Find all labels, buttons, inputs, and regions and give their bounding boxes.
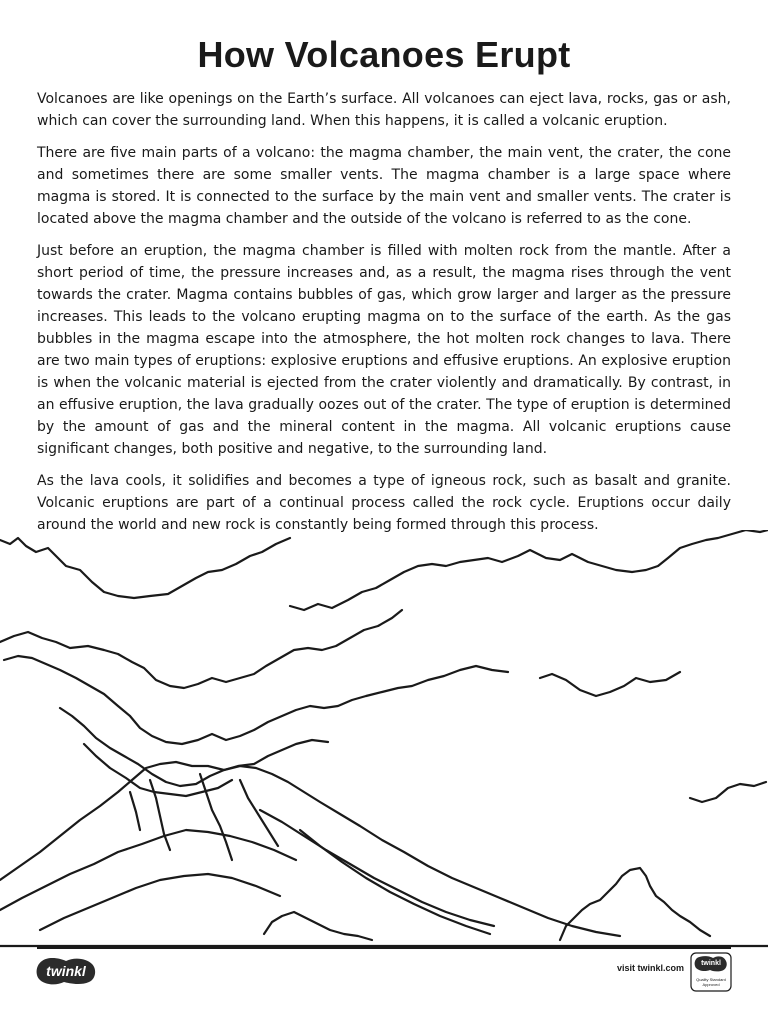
ash-cloud-right: [290, 530, 768, 610]
footer-divider: [37, 947, 731, 949]
badge-brand-text: twinkl: [701, 960, 721, 967]
paragraph-eruption: Just before an eruption, the magma chamber is filled with molten rock from the mantle. After a short period of time, the pressure increases and, as a result, the magma rises through the vent towards the crater. Magma contains bubbles of gas, which grow larger and larger as the pressure increases. This leads to the volcano erupting magma on to the surface of the earth. As the gas bubbles in the magma escape into the atmosphere, the hot molten rock changes to lava. There are two main types of eruptions: explosive eruptions and effusive eruptions. An explosive eruption is when the volcanic material is ejected from the crater violently and dramatically. By contrast, in an effusive eruption, the lava gradually oozes out of the crater. The type of eruption is determined by the amount of gas and the mineral content in the magma. All volcanic eruptions cause significant changes, both positive and negative, to the surrounding land.: [37, 243, 731, 457]
paragraph-intro: Volcanoes are like openings on the Earth’s surface. All volcanoes can eject lava, rocks, gas or ash, which can cover the surrounding land. When this happens, it is called a volcanic eruption.: [37, 91, 731, 129]
page-title: How Volcanoes Erupt: [197, 34, 571, 75]
volcano-illustration: [0, 530, 768, 950]
twinkl-logo[interactable]: [34, 955, 98, 987]
mountain-outline: [0, 762, 620, 936]
cloud-puff-far-right: [690, 782, 766, 802]
ash-cloud-outline: [0, 538, 290, 598]
paragraph-rock-cycle: As the lava cools, it solidifies and becomes a type of igneous rock, such as basalt and granite. Volcanic eruptions are part of a continual process called the rock cycle. Eruptions occur daily around the world and new rock is constantly being formed through this process.: [37, 473, 731, 533]
article-body: [37, 88, 731, 546]
quality-standard-badge: [690, 952, 732, 992]
logo-text: twinkl: [46, 963, 86, 979]
badge-sub-text: Quality Standard Approved: [696, 977, 726, 987]
cloud-puff-right: [540, 672, 680, 696]
visit-link[interactable]: visit twinkl.com: [616, 963, 684, 973]
plume-left: [0, 610, 402, 688]
paragraph-parts: There are five main parts of a volcano: the magma chamber, the main vent, the crater, the cone and sometimes there are some smaller vents. The magma chamber is a large space where magma is stored. It is connected to the surface by the main vent and smaller vents. The crater is located above the magma chamber and the outside of the volcano is referred to as the cone.: [37, 145, 731, 227]
